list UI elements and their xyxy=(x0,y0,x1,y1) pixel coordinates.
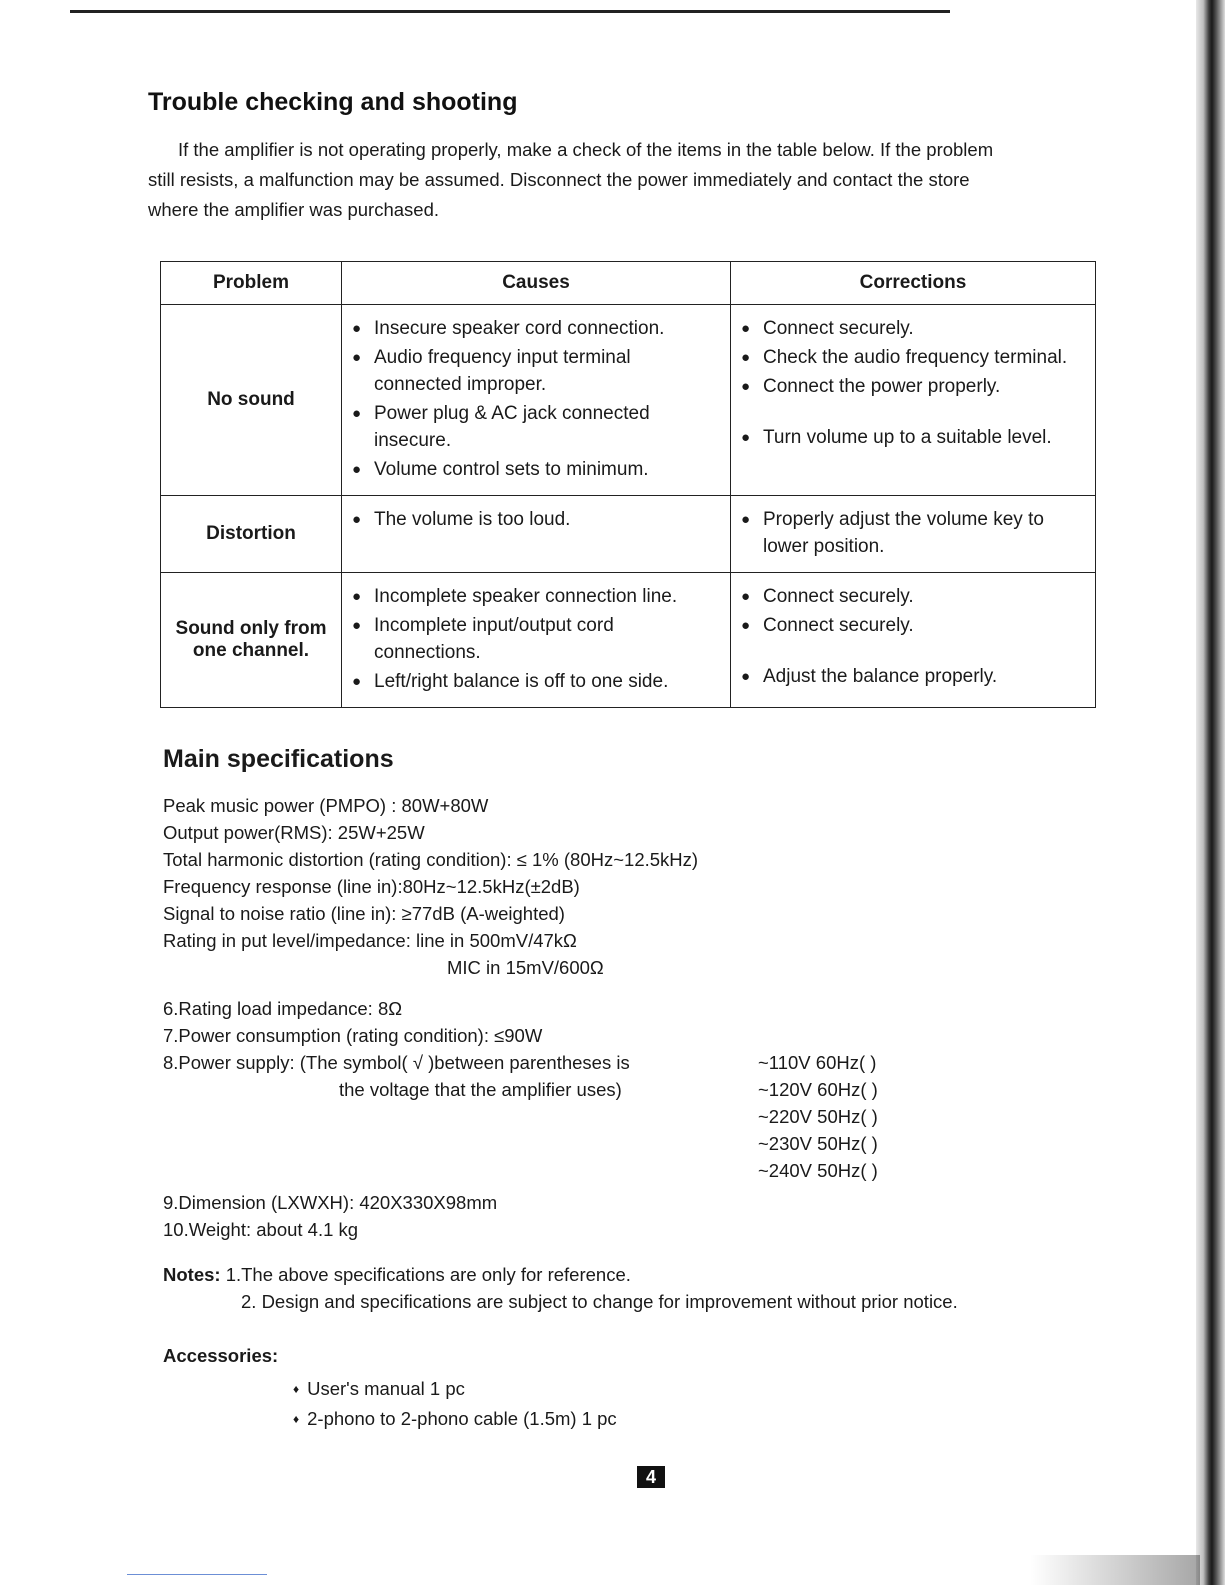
table-row xyxy=(161,305,1096,496)
trouble-section xyxy=(148,88,1108,708)
spec-item-6: 6.Rating load impedance: 8Ω xyxy=(163,998,403,1019)
corrections-cell xyxy=(731,496,1096,573)
cause-item: ● Power plug & AC jack connected insecure. xyxy=(352,400,720,454)
correction-item: ● Adjust the balance properly. xyxy=(741,663,1085,690)
table-header-row xyxy=(161,262,1096,305)
causes-cell xyxy=(342,496,731,573)
spec-item-7: 7.Power consumption (rating condition): ≤90W xyxy=(163,1025,543,1046)
causes-cell xyxy=(342,573,731,708)
corrections-cell xyxy=(731,573,1096,708)
voltage-option: ~220V 50Hz( ) xyxy=(758,1106,878,1127)
accessories-list xyxy=(163,1375,1103,1435)
voltage-option: ~110V 60Hz( ) xyxy=(758,1052,877,1073)
correction-item: ● Connect securely. xyxy=(741,583,1085,610)
note-item: 1.The above specifications are only for reference. xyxy=(220,1264,631,1285)
spec-mic-line: MIC in 15mV/600Ω xyxy=(447,957,604,978)
page-binding-edge xyxy=(1196,0,1225,1585)
spec-line: Frequency response (line in):80Hz~12.5kHz(±2dB) xyxy=(163,876,580,897)
spec-line: Peak music power (PMPO) : 80W+80W xyxy=(163,795,489,816)
cause-item: ● Insecure speaker cord connection. xyxy=(352,315,720,342)
problem-cell: No sound xyxy=(161,305,342,496)
correction-item: ● Connect securely. xyxy=(741,315,1085,342)
header-causes: Causes xyxy=(342,262,731,305)
intro-line: If the amplifier is not operating properly, make a check of the items in the table below. If the problem xyxy=(178,139,994,160)
spec-item-8-cont: the voltage that the amplifier uses) xyxy=(339,1079,622,1100)
notes-label: Notes: xyxy=(163,1264,221,1285)
spec-item-10: 10.Weight: about 4.1 kg xyxy=(163,1219,359,1240)
intro-line: where the amplifier was purchased. xyxy=(148,199,440,220)
cause-item: ● The volume is too loud. xyxy=(352,506,720,533)
top-rule xyxy=(70,10,950,13)
intro-line: still resists, a malfunction may be assumed. Disconnect the power immediately and contact the store xyxy=(148,169,970,190)
cause-item: ● Incomplete speaker connection line. xyxy=(352,583,720,610)
power-supply-block xyxy=(163,1049,1103,1189)
problem-cell xyxy=(161,573,342,708)
page-corner-shadow xyxy=(1030,1555,1200,1585)
bottom-underline xyxy=(127,1574,267,1575)
correction-item: ● Turn volume up to a suitable level. xyxy=(741,424,1085,451)
voltage-option: ~120V 60Hz( ) xyxy=(758,1079,878,1100)
table-row xyxy=(161,573,1096,708)
problem-cell: Distortion xyxy=(161,496,342,573)
problem-line: one channel. xyxy=(192,640,310,661)
spec-line: Output power(RMS): 25W+25W xyxy=(163,822,425,843)
causes-cell xyxy=(342,305,731,496)
specs-title: Main specifications xyxy=(163,745,394,773)
header-problem: Problem xyxy=(161,262,342,305)
spec-line: Rating in put level/impedance: line in 500mV/47kΩ xyxy=(163,930,577,951)
note-item: 2. Design and specifications are subject to change for improvement without prior notice. xyxy=(241,1291,958,1312)
correction-item: ● Properly adjust the volume key to lower position. xyxy=(741,506,1085,560)
voltage-option: ~230V 50Hz( ) xyxy=(758,1133,878,1154)
specs-section xyxy=(163,745,1103,1435)
notes-block xyxy=(163,1261,1103,1315)
cause-item: ● Audio frequency input terminal connected improper. xyxy=(352,344,720,398)
spec-item-8: 8.Power supply: (The symbol( √ )between parentheses is xyxy=(163,1052,630,1073)
cause-item: ● Volume control sets to minimum. xyxy=(352,456,720,483)
spec-line: Total harmonic distortion (rating condition): ≤ 1% (80Hz~12.5kHz) xyxy=(163,849,699,870)
page-number: 4 xyxy=(637,1466,665,1488)
accessories-label: Accessories: xyxy=(163,1345,279,1366)
accessory-item: ♦ User's manual 1 pc xyxy=(293,1375,1103,1405)
table-row xyxy=(161,496,1096,573)
voltage-options xyxy=(758,1049,878,1184)
spec-line: Signal to noise ratio (line in): ≥77dB (A-weighted) xyxy=(163,903,565,924)
corrections-cell xyxy=(731,305,1096,496)
correction-item: ● Connect securely. xyxy=(741,612,1085,639)
trouble-table xyxy=(160,261,1096,708)
trouble-intro xyxy=(148,135,1108,225)
accessories-block xyxy=(163,1341,1103,1435)
problem-line: Sound only from xyxy=(175,618,327,639)
trouble-title: Trouble checking and shooting xyxy=(148,88,518,116)
voltage-option: ~240V 50Hz( ) xyxy=(758,1160,878,1181)
cause-item: ● Left/right balance is off to one side. xyxy=(352,668,720,695)
cause-item: ● Incomplete input/output cord connections. xyxy=(352,612,720,666)
correction-item: ● Connect the power properly. xyxy=(741,373,1085,400)
spec-item-9: 9.Dimension (LXWXH): 420X330X98mm xyxy=(163,1192,498,1213)
correction-item: ● Check the audio frequency terminal. xyxy=(741,344,1085,371)
accessory-item: ♦ 2-phono to 2-phono cable (1.5m) 1 pc xyxy=(293,1405,1103,1435)
header-corrections: Corrections xyxy=(731,262,1096,305)
